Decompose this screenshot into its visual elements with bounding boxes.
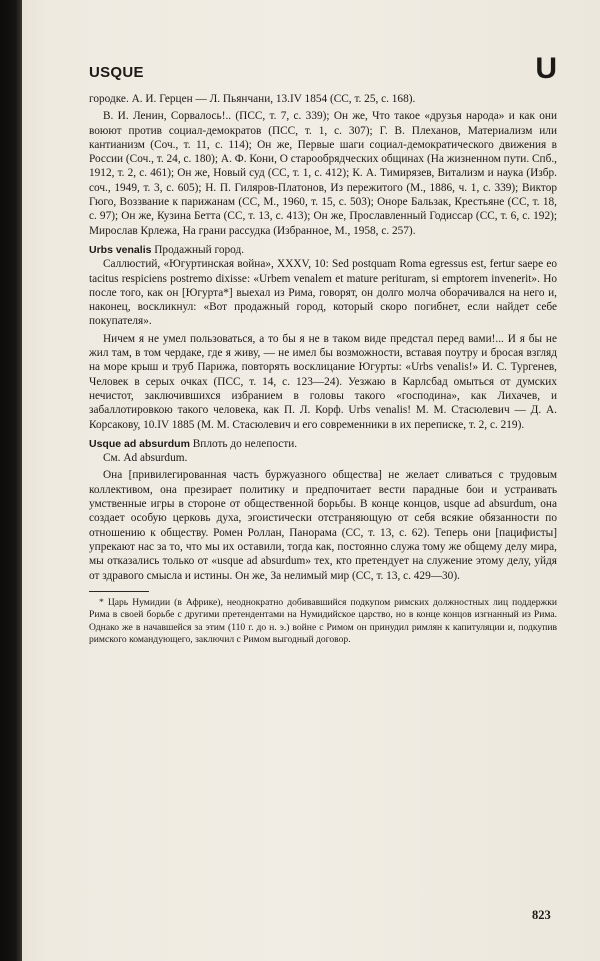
footnote-rule	[89, 591, 149, 592]
paragraph-turgenev: Ничем я не умел пользоваться, а то бы я не в таком виде предстал перед вами!... И я бы не жил там, в том чердаке, где я живу, — не имел бы возможности, вставая поутру и бросая взгляд на море крыш и труб Парижа, повторять восклицание Югурты: «Urbs venalis!» И. С. Тургенев, Человек в серых очках (ПСС, т. 14, с. 123—24). Уезжаю в Карлсбад омыться от думских нечистот, заключившихся избранием в головы такого «господина», как Лихачев, и забаллотировкою такого человека, как П. Л. Корф. Urbs venalis! М. М. Стасюлевич — Д. А. Корсакову, 10.IV 1885 (М. М. Стасюлевич и его современники в их переписке, т. 2, с. 219).	[89, 332, 557, 431]
running-header	[89, 52, 557, 92]
lemma-usque-ad-absurdum	[89, 437, 557, 451]
header-word: USQUE	[89, 64, 144, 81]
lemma-latin: Usque ad absurdum	[89, 437, 190, 450]
lemma-translation: Продажный город.	[151, 243, 245, 256]
paragraph-sallust: Саллюстий, «Югуртинская война», XXXV, 10: Sed postquam Roma egressus est, fertur saepe eo tacitus respiciens postremo dixisse: «Urbem venalem et mature perituram, si emptorem invenerit». Но после того, как он [Югурта*] выехал из Рима, говорят, он долго молча оборачивался на него и, наконец, воскликнул: «Вот продажный город, который скоро погибнет, если найдет себе покупателя».	[89, 258, 557, 328]
paragraph-herzen: городке. А. И. Герцен — Л. Пьянчани, 13.IV 1854 (СС, т. 25, с. 168).	[89, 93, 416, 105]
book-spine-shadow	[0, 0, 22, 961]
lemma-urbs-venalis	[89, 243, 557, 257]
cross-reference: См. Ad absurdum.	[103, 452, 188, 465]
paragraph-rolland: Она [привилегированная часть буржуазного общества] не желает сливаться с трудовым коллективом, она презирает политику и предпочитает вести парадные бои и устраивать умственные игры в стороне от общественной борьбы. В конце концов, usque ad absurdum, она создает особую церковь духа, эгоистически отстраняющую от себя всякие обязанности по отношению к обществу. Ромен Роллан, Панорама (СС, т. 13, с. 62). Теперь они [пацифисты] упрекают нас за то, что мы их оставили, тогда как, постоянно служа тому же общему делу мира, мы отказались только от «usque ad absurdum» тех, кто претендует на служение этому делу, уйдя от здравого смысла и истины. Он же, За нелимый мир (СС, т. 13, с. 429—30).	[89, 469, 557, 582]
lemma-latin: Urbs venalis	[89, 243, 152, 256]
page-content	[89, 52, 557, 646]
page-number: 823	[532, 908, 551, 922]
header-letter: U	[535, 52, 557, 85]
paragraph-references: В. И. Ленин, Сорвалось!.. (ПСС, т. 7, с. 339); Он же, Что такое «друзья народа» и как они воюют против социал-демократов (ПСС, т. 1, с. 307); Г. В. Плеханов, Материализм или кантианизм (Соч., т. 11, с. 114); Он же, Первые шаги социал-демократического движения в России (Соч., т. 24, с. 180); А. Ф. Кони, О старообрядческих общинах (На жизненном пути. Спб., 1912, т. 2, с. 461); Он же, Новый суд (СС, т. 1, с. 412); К. А. Тимирязев, Витализм и наука (Избр. соч., 1949, т. 3, с. 605); Н. П. Гиляров-Платонов, Из пережитого (М., 1886, ч. 1, с. 339); Виктор Гюго, Воззвание к парижанам (СС, М., 1960, т. 15, с. 503); Оноре Бальзак, Крестьяне (СС, т. 18, с. 97); Он же, Кузина Бетта (СС, т. 13, с. 413); Он же, Прославленный Годиссар (СС, т. 6, с. 192); Мирослав Крлежа, На грани рассудка (Избранное, М., 1958, с. 257).	[89, 110, 557, 237]
footnote: * Царь Нумидии (в Африке), неоднократно добивавшийся подкупом римских должностных лиц поддержки Рима в своей борьбе с другими претендентами на Нумидийское царство, но в конце концов изгнанный из Рима. Однако же в начавшейся за этим (110 г. до н. э.) войне с Римом он принудил римлян к капитуляции и, подкупив римского командующего, заключил с Римом выгодный договор.	[89, 596, 557, 646]
lemma-translation: Вплоть до нелепости.	[189, 437, 298, 450]
